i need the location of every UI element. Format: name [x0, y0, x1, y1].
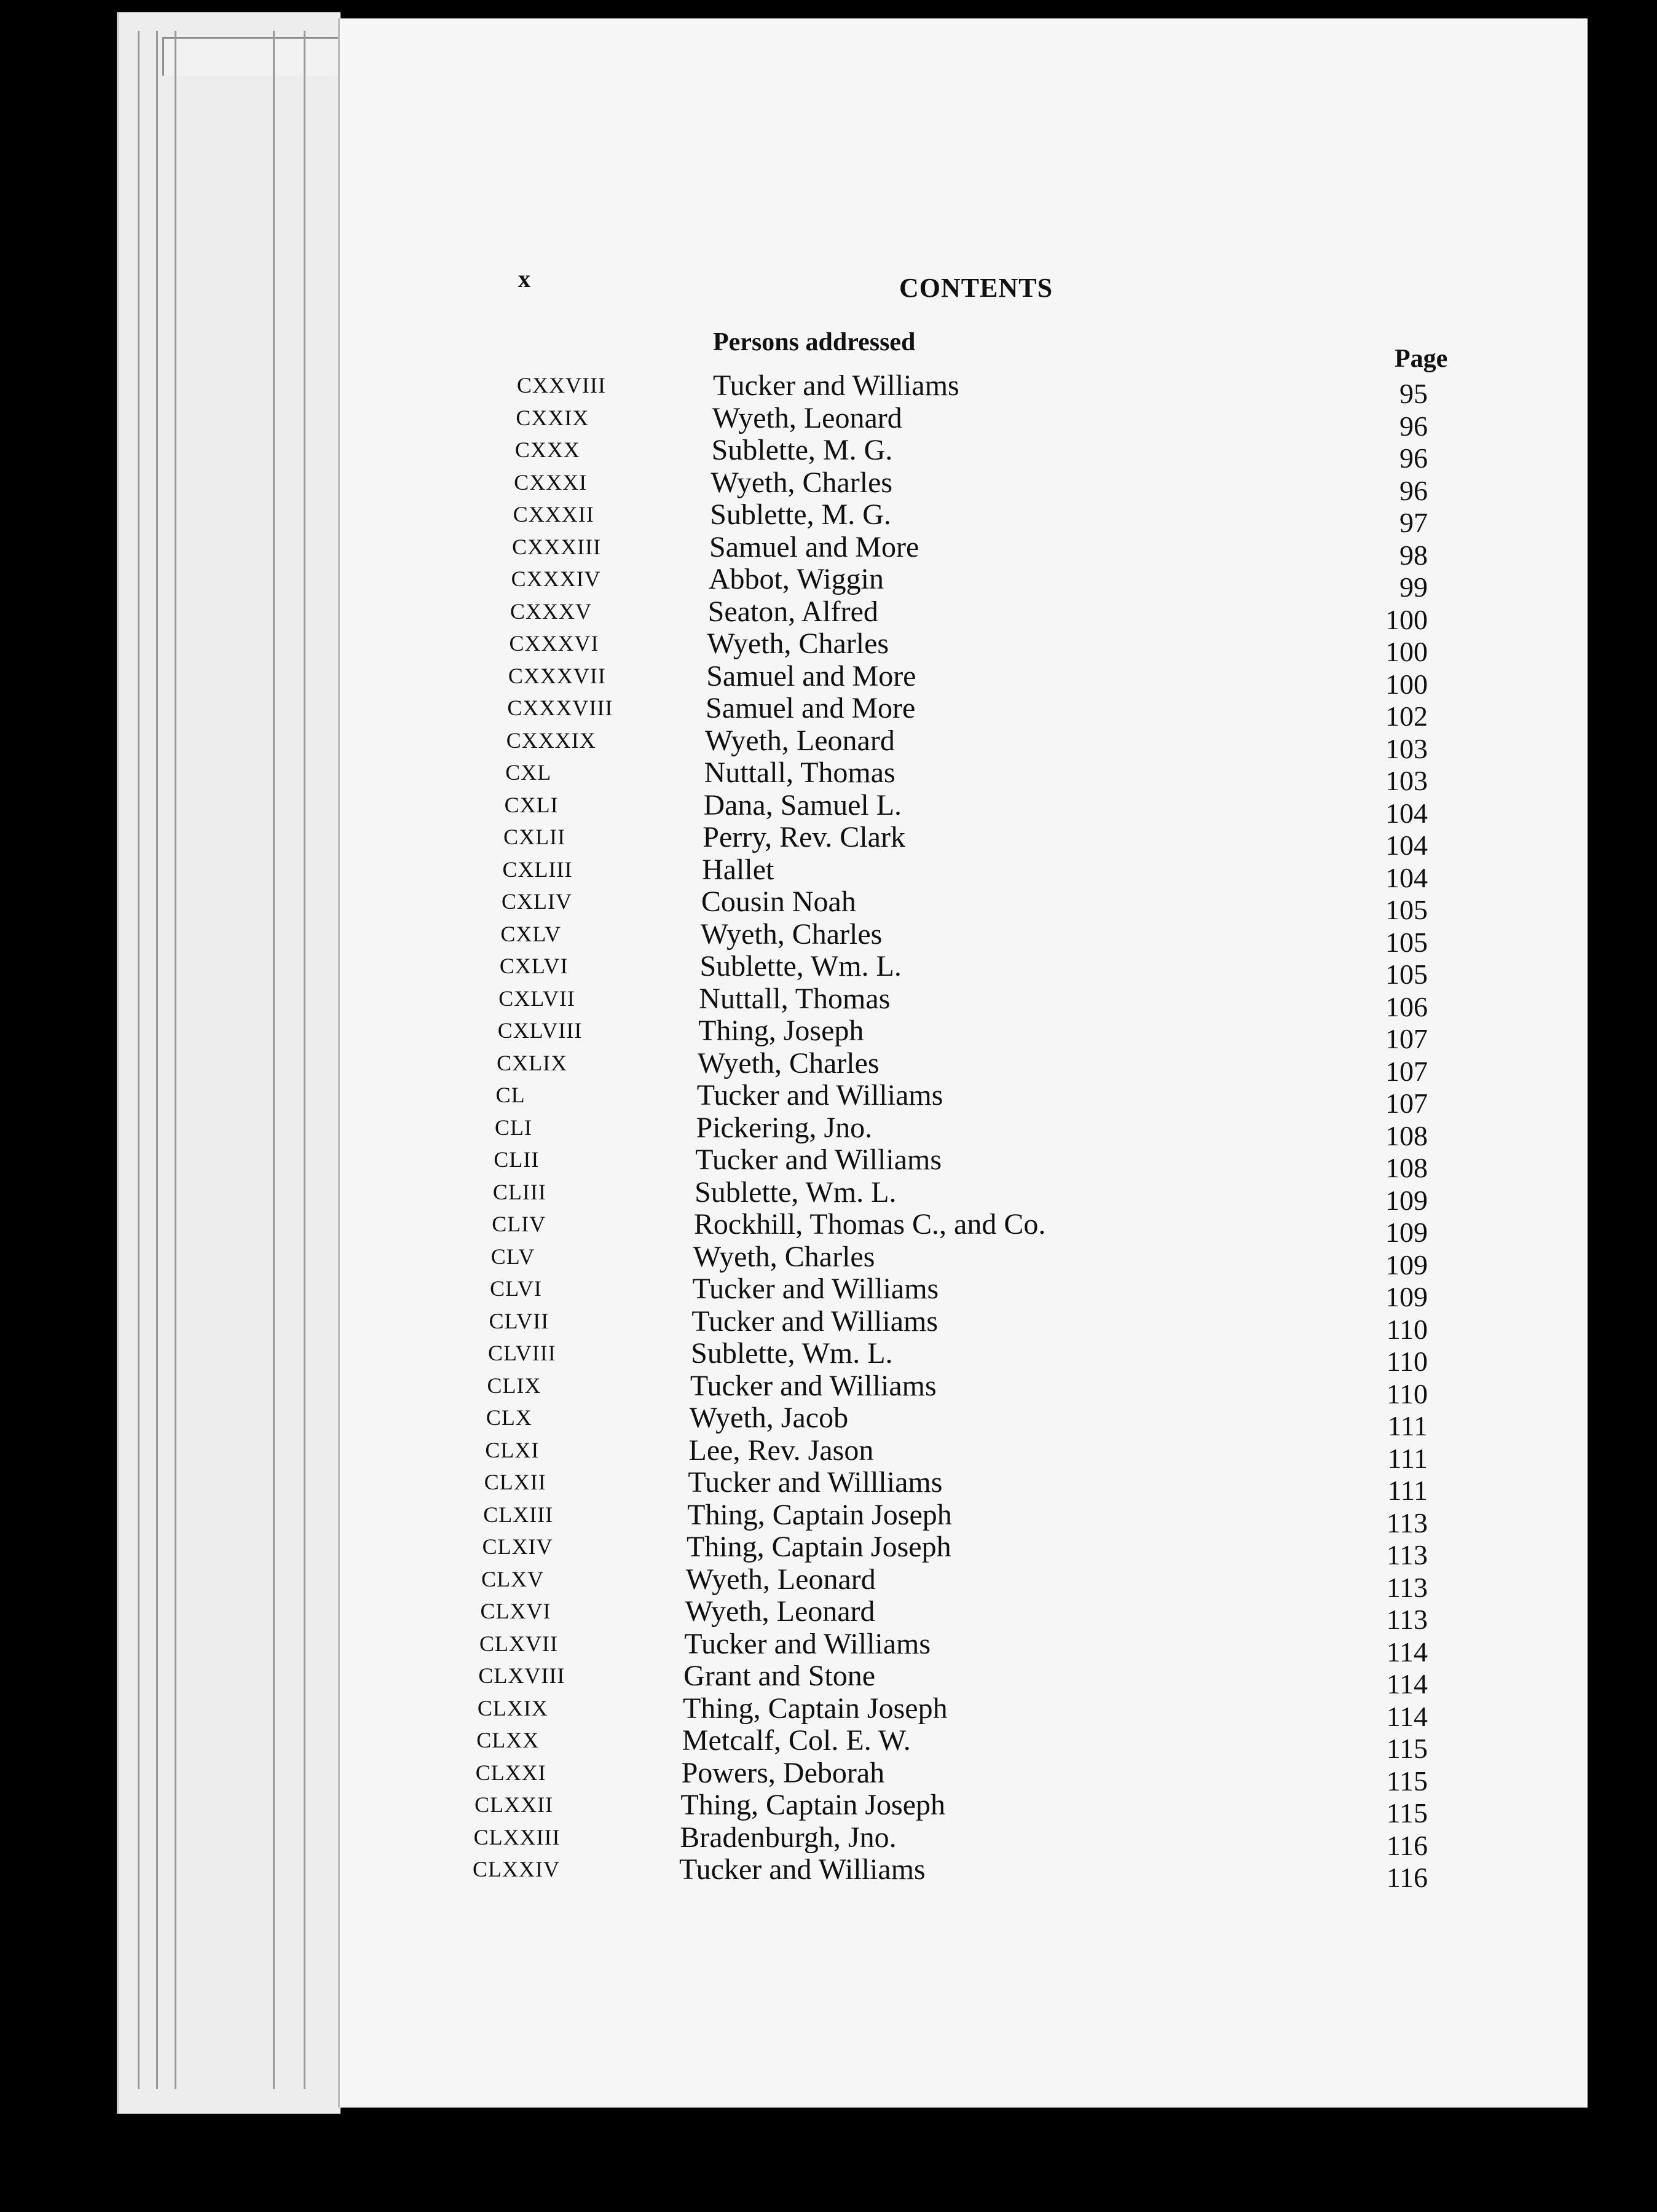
page-title: CONTENTS — [899, 273, 1053, 303]
contents-entry — [340, 1821, 1588, 1861]
contents-entry — [340, 1046, 1588, 1087]
letter-numeral: CLXI — [485, 1437, 540, 1462]
person-addressed: Tucker and Williams — [692, 1273, 939, 1305]
page-reference: 110 — [1386, 1378, 1428, 1410]
page-reference: 100 — [1385, 668, 1428, 700]
contents-entry — [340, 1079, 1588, 1119]
page-reference: 116 — [1386, 1862, 1428, 1893]
page-reference: 113 — [1386, 1507, 1428, 1539]
page-reference: 97 — [1399, 507, 1428, 538]
page-reference: 113 — [1386, 1604, 1428, 1635]
page-reference: 99 — [1399, 571, 1428, 603]
letter-numeral: CLXIII — [483, 1502, 554, 1527]
persons-addressed-header: Persons addressed — [713, 328, 916, 356]
person-addressed: Thing, Captain Joseph — [687, 1498, 952, 1531]
letter-numeral: CLIII — [492, 1179, 546, 1204]
contents-entry — [340, 1692, 1588, 1732]
letter-numeral: CXXIX — [516, 405, 589, 430]
person-addressed: Nuttall, Thomas — [699, 982, 891, 1015]
page-reference: 105 — [1385, 926, 1428, 958]
page-reference: 105 — [1385, 894, 1428, 925]
page-reference: 107 — [1385, 1055, 1428, 1087]
page-reference: 110 — [1386, 1313, 1428, 1345]
letter-numeral: CLXXIV — [473, 1857, 560, 1881]
page-reference: 105 — [1385, 959, 1428, 990]
contents-entry — [340, 434, 1588, 474]
contents-entry — [340, 1111, 1588, 1151]
letter-numeral: CLIX — [487, 1373, 541, 1398]
contents-entry — [340, 530, 1588, 571]
contents-entry — [340, 1498, 1588, 1539]
letter-numeral: CXLIII — [502, 857, 573, 882]
contents-entry — [340, 821, 1588, 861]
letter-numeral: CLXV — [481, 1566, 545, 1591]
contents-entry — [340, 1531, 1588, 1571]
person-addressed: Thing, Captain Joseph — [686, 1531, 951, 1563]
letter-numeral: CLXIX — [477, 1695, 548, 1720]
contents-entry — [340, 756, 1588, 796]
letter-numeral: CXXXVIII — [507, 696, 613, 720]
letter-numeral: CXXXI — [514, 469, 588, 495]
letter-numeral: CXXXVII — [508, 663, 606, 688]
person-addressed: Cousin Noah — [701, 885, 856, 918]
page-reference: 113 — [1386, 1571, 1428, 1603]
page-reference: 107 — [1385, 1088, 1428, 1119]
page-reference: 106 — [1385, 990, 1428, 1022]
page-reference: 109 — [1385, 1249, 1428, 1281]
letter-numeral: CXL — [505, 760, 552, 785]
contents-entry — [340, 1273, 1588, 1312]
book-page-edges — [117, 12, 340, 2114]
contents-entry — [340, 498, 1588, 538]
letter-numeral: CLXXII — [474, 1792, 554, 1817]
person-addressed: Tucker and Williams — [691, 1304, 939, 1338]
page-edge-line — [156, 31, 158, 2089]
person-addressed: Wyeth, Leonard — [704, 724, 895, 757]
person-addressed: Rockhill, Thomas C., and Co. — [693, 1208, 1046, 1241]
letter-numeral: CLVI — [490, 1276, 542, 1301]
contents-entry — [340, 982, 1588, 1022]
page-reference: 100 — [1385, 636, 1428, 667]
letter-numeral: CLVIII — [488, 1341, 556, 1365]
contents-entry — [340, 1208, 1588, 1248]
page-reference: 96 — [1399, 410, 1428, 442]
contents-entry — [340, 1402, 1588, 1441]
page-edge-line — [138, 31, 140, 2089]
page-reference: 109 — [1385, 1217, 1428, 1248]
letter-numeral: CLXX — [476, 1728, 540, 1752]
contents-entry — [340, 1433, 1588, 1474]
person-addressed: Wyeth, Charles — [710, 466, 893, 499]
person-addressed: Wyeth, Charles — [697, 1046, 880, 1080]
contents-entry — [340, 1853, 1588, 1893]
page-number: x — [518, 265, 530, 292]
person-addressed: Samuel and More — [706, 659, 916, 692]
page-reference: 114 — [1386, 1700, 1428, 1732]
person-addressed: Dana, Samuel L. — [703, 788, 902, 822]
person-addressed: Hallet — [702, 853, 774, 886]
contents-entry — [340, 1563, 1588, 1603]
page-reference: 104 — [1385, 861, 1428, 893]
page-reference: 113 — [1386, 1539, 1428, 1571]
person-addressed: Samuel and More — [709, 530, 919, 563]
letter-numeral: CLV — [490, 1244, 535, 1269]
letter-numeral: CXXXIII — [512, 534, 602, 559]
person-addressed: Sublette, M. G. — [710, 498, 891, 531]
page-reference: 111 — [1387, 1442, 1428, 1474]
person-addressed: Wyeth, Charles — [693, 1240, 875, 1273]
person-addressed: Abbot, Wiggin — [708, 563, 884, 595]
page-reference: 102 — [1385, 700, 1428, 732]
letter-numeral: CXXX — [514, 437, 580, 462]
letter-numeral: CXLIV — [501, 889, 572, 914]
page-reference: 115 — [1386, 1733, 1428, 1764]
page-reference: 115 — [1386, 1765, 1428, 1797]
letter-numeral: CLIV — [492, 1212, 546, 1236]
page-reference: 104 — [1385, 797, 1428, 829]
person-addressed: Wyeth, Charles — [700, 917, 883, 951]
contents-entry — [340, 692, 1588, 732]
letter-numeral: CXXXIX — [506, 728, 596, 753]
contents-entry — [340, 1143, 1588, 1183]
contents-entry — [340, 1240, 1588, 1281]
person-addressed: Seaton, Alfred — [707, 595, 878, 628]
page-reference: 104 — [1385, 830, 1428, 861]
person-addressed: Thing, Joseph — [698, 1014, 864, 1047]
contents-entry — [340, 369, 1588, 409]
person-addressed: Tucker and Williams — [684, 1627, 931, 1660]
person-addressed: Powers, Deborah — [681, 1756, 885, 1789]
person-addressed: Wyeth, Jacob — [689, 1402, 849, 1434]
letter-numeral: CXLVIII — [497, 1018, 583, 1043]
person-addressed: Sublette, Wm. L. — [691, 1337, 893, 1370]
contents-entry — [340, 1724, 1588, 1764]
contents-entry — [340, 1369, 1588, 1410]
page-reference: 111 — [1387, 1475, 1428, 1506]
contents-entry — [340, 1337, 1588, 1377]
letter-numeral: CLII — [494, 1147, 540, 1172]
person-addressed: Pickering, Jno. — [696, 1111, 873, 1144]
page-reference: 96 — [1399, 474, 1428, 506]
person-addressed: Wyeth, Charles — [707, 627, 889, 660]
person-addressed: Samuel and More — [706, 692, 916, 724]
contents-list — [340, 369, 1588, 1893]
contents-entry — [340, 627, 1588, 667]
contents-entry — [340, 950, 1588, 990]
person-addressed: Nuttall, Thomas — [704, 756, 895, 789]
contents-entry — [340, 595, 1588, 635]
contents-entry — [340, 1595, 1588, 1635]
page-reference: 98 — [1399, 539, 1428, 571]
person-addressed: Sublette, M. G. — [711, 434, 893, 466]
person-addressed: Sublette, Wm. L. — [695, 1175, 897, 1209]
page-reference: 114 — [1386, 1668, 1428, 1700]
page-edge-line — [273, 31, 275, 2089]
person-addressed: Grant and Stone — [683, 1660, 876, 1692]
letter-numeral: CLXIV — [482, 1534, 553, 1559]
person-addressed: Perry, Rev. Clark — [703, 821, 905, 853]
contents-entry — [340, 1660, 1588, 1700]
person-addressed: Tucker and Williams — [696, 1079, 943, 1112]
letter-numeral: CXLIX — [497, 1050, 568, 1075]
contents-entry — [340, 401, 1588, 442]
contents-entry — [340, 466, 1588, 506]
person-addressed: Tucker and Williams — [690, 1369, 937, 1402]
page-edge-line — [304, 31, 305, 2089]
contents-entry — [340, 1756, 1588, 1797]
person-addressed: Bradenburgh, Jno. — [680, 1821, 897, 1854]
person-addressed: Wyeth, Leonard — [685, 1563, 876, 1596]
person-addressed: Tucker and Willliams — [688, 1466, 943, 1499]
contents-entry — [340, 853, 1588, 893]
person-addressed: Wyeth, Leonard — [685, 1595, 875, 1628]
person-addressed: Metcalf, Col. E. W. — [682, 1724, 911, 1757]
letter-numeral: CLXXI — [475, 1760, 546, 1785]
letter-numeral: CXLV — [500, 921, 562, 946]
contents-entry — [340, 1304, 1588, 1345]
person-addressed: Thing, Captain Joseph — [682, 1692, 948, 1725]
person-addressed: Thing, Captain Joseph — [680, 1789, 946, 1821]
page-reference: 108 — [1385, 1152, 1428, 1183]
page-reference: 110 — [1386, 1346, 1428, 1377]
letter-numeral: CXXXII — [513, 502, 594, 527]
letter-numeral: CLX — [486, 1405, 532, 1430]
letter-numeral: CLXVII — [479, 1631, 558, 1656]
person-addressed: Sublette, Wm. L. — [699, 950, 902, 982]
person-addressed: Lee, Rev. Jason — [688, 1433, 874, 1467]
page-reference: 114 — [1386, 1636, 1428, 1668]
letter-numeral: CL — [495, 1083, 525, 1107]
person-addressed: Wyeth, Leonard — [712, 401, 902, 434]
page-reference: 108 — [1385, 1120, 1428, 1151]
contents-entry — [340, 1627, 1588, 1668]
letter-numeral: CLI — [495, 1115, 532, 1140]
letter-numeral: CLXXIII — [473, 1824, 561, 1849]
letter-numeral: CXLI — [504, 792, 559, 817]
page-reference: 96 — [1399, 442, 1428, 474]
page-reference: 109 — [1385, 1281, 1428, 1312]
page-reference: 95 — [1399, 378, 1428, 409]
person-addressed: Tucker and Williams — [713, 369, 959, 402]
contents-entry — [340, 885, 1588, 925]
page-edge-line — [175, 31, 176, 2089]
contents-entry — [340, 1789, 1588, 1829]
contents-entry — [340, 1014, 1588, 1054]
page-reference: 111 — [1387, 1410, 1428, 1441]
page-reference: 109 — [1385, 1184, 1428, 1216]
letter-numeral: CLXVIII — [478, 1663, 565, 1688]
page-reference: 115 — [1386, 1797, 1428, 1829]
page-reference: 103 — [1385, 765, 1428, 796]
contents-entry — [340, 1466, 1588, 1506]
scanned-page — [338, 18, 1588, 2108]
page-column-header: Page — [1395, 345, 1448, 373]
contents-entry — [340, 724, 1588, 764]
contents-entry — [340, 788, 1588, 829]
page-reference: 103 — [1385, 732, 1428, 764]
letter-numeral: CXXXV — [510, 598, 592, 624]
letter-numeral: CXXXIV — [511, 567, 601, 591]
page-reference: 107 — [1385, 1023, 1428, 1054]
page-reference: 100 — [1385, 603, 1428, 635]
contents-entry — [340, 659, 1588, 700]
letter-numeral: CXXXVI — [509, 631, 599, 656]
person-addressed: Tucker and Williams — [679, 1853, 926, 1886]
contents-entry — [340, 1175, 1588, 1216]
contents-entry — [340, 563, 1588, 603]
letter-numeral: CLVII — [489, 1308, 549, 1333]
letter-numeral: CXXVIII — [517, 373, 606, 398]
letter-numeral: CLXII — [484, 1470, 546, 1494]
letter-numeral: CXLVII — [498, 986, 575, 1011]
person-addressed: Tucker and Williams — [695, 1143, 942, 1176]
letter-numeral: CXLVI — [499, 954, 569, 978]
letter-numeral: CLXVI — [480, 1599, 551, 1623]
page-reference: 116 — [1386, 1829, 1428, 1861]
letter-numeral: CXLII — [503, 825, 566, 849]
contents-entry — [340, 917, 1588, 958]
